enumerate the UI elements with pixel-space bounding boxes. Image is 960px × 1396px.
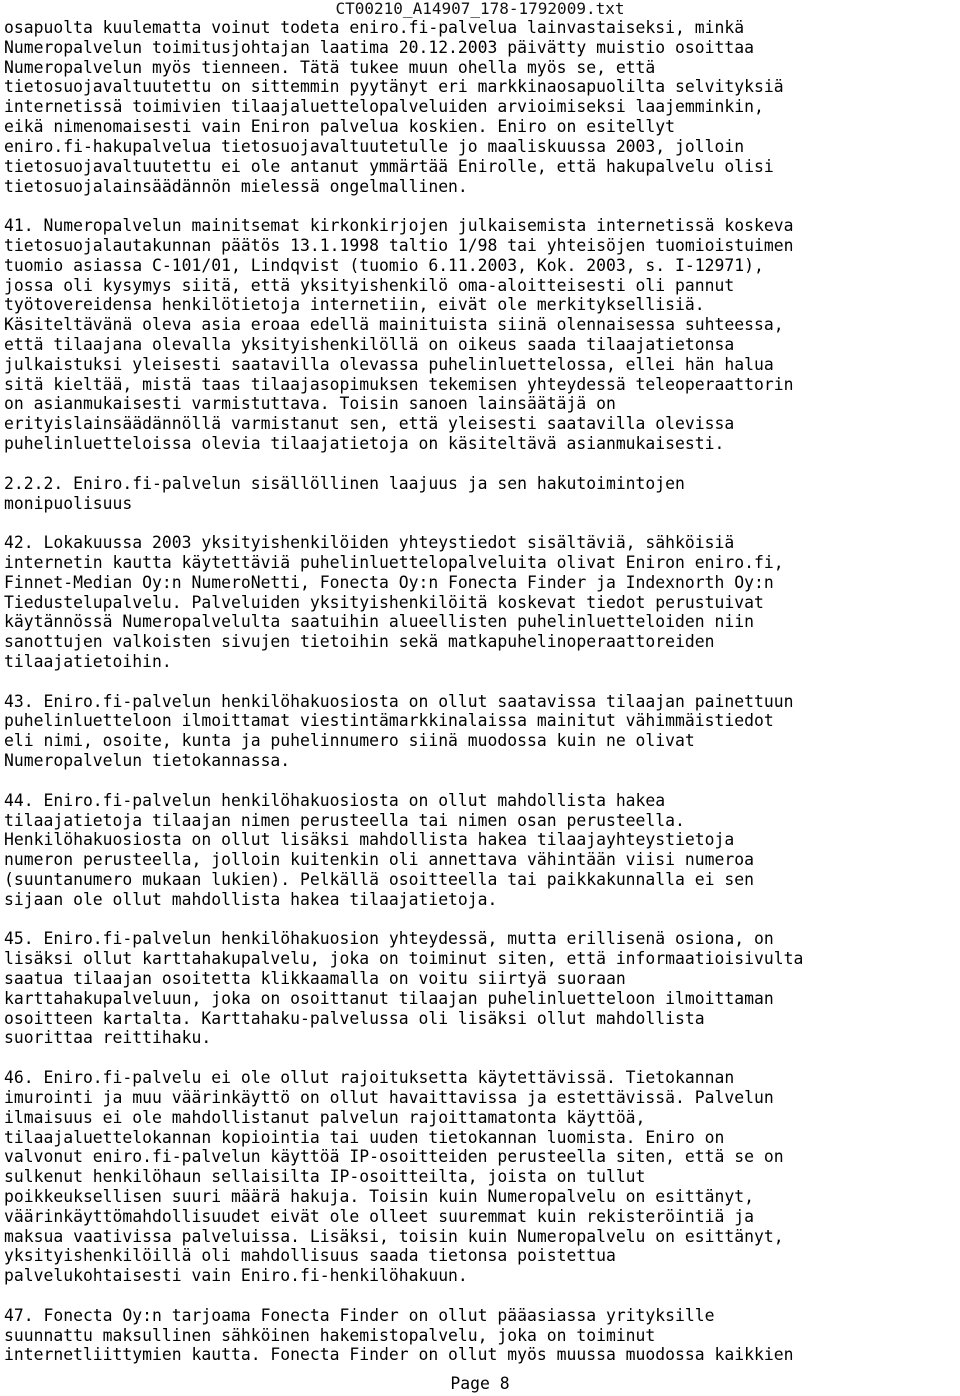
text-line: sitä kieltää, mistä taas tilaajasopimuksen tekemisen yhteydessä teleoperaattorin xyxy=(4,374,794,394)
text-line: tietosuojavaltuutettu on sittemmin pyytänyt eri markkinaosapuolilta selvityksiä xyxy=(4,77,784,97)
text-line: numeron perusteella, jolloin kuitenkin oli annettava vähintään viisi numeroa xyxy=(4,850,754,870)
text-line: 43. Eniro.fi-palvelun henkilöhakuosiosta on ollut saatavissa tilaajan painettuun xyxy=(4,691,794,711)
paragraph-46 xyxy=(4,1068,960,1286)
text-line: puhelinluetteloon ilmoittamat viestintämarkkinalaissa mainitut vähimmäistiedot xyxy=(4,711,774,731)
paragraph-41 xyxy=(4,216,960,454)
text-line: Tiedustelupalvelu. Palveluiden yksityishenkilöitä koskevat tiedot perustuivat xyxy=(4,592,764,612)
text-line: Henkilöhakuosiosta on ollut lisäksi mahdollista hakea tilaajayhteystietoja xyxy=(4,830,735,850)
text-line: Numeropalvelun toimitusjohtajan laatima 20.12.2003 päivätty muistio osoittaa xyxy=(4,37,754,57)
text-line: Finnet-Median Oy:n NumeroNetti, Fonecta Oy:n Fonecta Finder ja Indexnorth Oy:n xyxy=(4,572,774,592)
paragraph-47 xyxy=(4,1306,960,1365)
text-line: 42. Lokakuussa 2003 yksityishenkilöiden yhteystiedot sisältäviä, sähköisiä xyxy=(4,533,735,553)
paragraph-gap xyxy=(4,513,960,533)
text-line: työtovereidensa henkilötietoja internetiin, eivät ole merkityksellisiä. xyxy=(4,295,705,315)
text-line: on asianmukaisesti varmistuttava. Toisin sanoen lainsäätäjä on xyxy=(4,394,616,414)
text-line: eniro.fi-hakupalvelua tietosuojavaltuutetulle jo maaliskuussa 2003, jolloin xyxy=(4,136,745,156)
text-line: suorittaa reittihaku. xyxy=(4,1028,212,1048)
paragraph-42 xyxy=(4,533,960,672)
paragraph-45 xyxy=(4,929,960,1048)
text-line: eikä nimenomaisesti vain Eniron palvelua koskien. Eniro on esitellyt xyxy=(4,117,676,137)
paragraph-43 xyxy=(4,692,960,771)
text-line: tietosuojavaltuutettu ei ole antanut ymmärtää Enirolle, että hakupalvelu olisi xyxy=(4,156,774,176)
paragraph-44 xyxy=(4,791,960,910)
text-line: maksua vaativissa palveluissa. Lisäksi, toisin kuin Numeropalvelu on esittänyt, xyxy=(4,1226,784,1246)
paragraph-gap xyxy=(4,771,960,791)
text-line: valvonut eniro.fi-palvelun käyttöä IP-osoitteiden perusteella siten, että se on xyxy=(4,1147,784,1167)
text-line: Numeropalvelun myös tienneen. Tätä tukee muun ohella myös se, että xyxy=(4,57,656,77)
text-line: 45. Eniro.fi-palvelun henkilöhakuosion yhteydessä, mutta erillisenä osiona, on xyxy=(4,929,774,949)
paragraph-gap xyxy=(4,196,960,216)
text-line: sanottujen valkoisten sivujen tietoihin sekä matkapuhelinoperaattoreiden xyxy=(4,632,715,652)
text-line: tietosuojalautakunnan päätös 13.1.1998 taltio 1/98 tai yhteisöjen tuomioistuimen xyxy=(4,235,794,255)
text-line: sulkenut henkilöhaun sellaisilta IP-osoitteilta, joista on tullut xyxy=(4,1167,646,1187)
text-line: 47. Fonecta Oy:n tarjoama Fonecta Finder on ollut pääasiassa yrityksille xyxy=(4,1305,715,1325)
text-line: imurointi ja muu väärinkäyttö on ollut havaittavissa ja estettävissä. Palvelun xyxy=(4,1087,774,1107)
text-line: osapuolta kuulematta voinut todeta eniro.fi-palvelua lainvastaiseksi, minkä xyxy=(4,18,745,37)
document-body xyxy=(4,18,960,1365)
text-line: ilmaisuus ei ole mahdollistanut palvelun rajoittamatonta käyttöä, xyxy=(4,1107,646,1127)
text-line: (suuntanumero mukaan lukien). Pelkällä osoitteella tai paikkakunnalla ei sen xyxy=(4,869,754,889)
text-line: eli nimi, osoite, kunta ja puhelinnumero siinä muodossa kuin ne olivat xyxy=(4,731,695,751)
text-line: yksityishenkilöillä oli mahdollisuus saada tietonsa poistettua xyxy=(4,1246,616,1266)
text-line: tilaajatietoja tilaajan nimen perusteella tai nimen osan perusteella. xyxy=(4,810,685,830)
text-line: tietosuojalainsäädännön mielessä ongelmallinen. xyxy=(4,176,468,196)
text-line: Numeropalvelun tietokannassa. xyxy=(4,751,291,771)
text-line: käytännössä Numeropalvelulta saatuihin alueellisten puhelinluetteloiden niin xyxy=(4,612,754,632)
text-line: että tilaajana olevalla yksityishenkilöllä on oikeus saada tilaajatietonsa xyxy=(4,335,735,354)
text-line: saatua tilaajan osoitetta klikkaamalla on voitu siirtyä suoraan xyxy=(4,969,626,988)
text-line: puhelinluetteloissa olevia tilaajatietoja on käsiteltävä asianmukaisesti. xyxy=(4,434,725,454)
text-line: internetin kautta käytettäviä puhelinluettelopalveluita olivat Eniron eniro.fi, xyxy=(4,552,784,572)
text-line: 41. Numeropalvelun mainitsemat kirkonkirjojen julkaisemista internetissä koskeva xyxy=(4,216,794,236)
text-line: jossa oli kysymys siitä, että yksityishenkilö oma-aloitteisesti oli pannut xyxy=(4,275,735,295)
text-line: suunnattu maksullinen sähköinen hakemistopalvelu, joka on toiminut xyxy=(4,1325,656,1345)
text-line: tilaajaluettelokannan kopiointia tai uuden tietokannan luomista. Eniro on xyxy=(4,1127,725,1147)
text-line: lisäksi ollut karttahakupalvelu, joka on toiminut siten, että informaatioisivulta xyxy=(4,949,804,969)
text-line: tilaajatietoihin. xyxy=(4,652,172,671)
intro-paragraph xyxy=(4,18,960,196)
text-line: Käsiteltävänä oleva asia eroaa edellä mainituista siinä olennaisessa suhteessa, xyxy=(4,315,784,335)
text-line: erityislainsäädännöllä varmistanut sen, että yleisesti saatavilla olevissa xyxy=(4,414,735,434)
text-line: väärinkäyttömahdollisuudet eivät ole olleet suuremmat kuin rekisteröintiä ja xyxy=(4,1206,754,1226)
section-heading xyxy=(4,474,960,514)
page-number: Page 8 xyxy=(450,1374,510,1393)
text-line: tuomio asiassa C-101/01, Lindqvist (tuomio 6.11.2003, Kok. 2003, s. I-12971), xyxy=(4,255,764,275)
paragraph-gap xyxy=(4,1048,960,1068)
file-name-header: CT00210_A14907_178-1792009.txt xyxy=(335,0,625,18)
text-line: karttahakupalveluun, joka on osoittanut tilaajan puhelinluetteloon ilmoittaman xyxy=(4,988,774,1008)
text-line: poikkeuksellisen suuri määrä hakuja. Toisin kuin Numeropalvelu on esittänyt, xyxy=(4,1186,754,1206)
heading-line: monipuolisuus xyxy=(4,493,133,513)
text-line: internetissä toimivien tilaajaluettelopalveluiden arvioimiseksi laajemminkin, xyxy=(4,97,764,117)
text-line: palvelukohtaisesti vain Eniro.fi-henkilöhakuun. xyxy=(4,1266,468,1286)
paragraph-gap xyxy=(4,454,960,474)
text-line: internetliittymien kautta. Fonecta Finder on ollut myös muussa muodossa kaikkien xyxy=(4,1345,794,1365)
paragraph-gap xyxy=(4,1286,960,1306)
paragraph-gap xyxy=(4,672,960,692)
text-line: 46. Eniro.fi-palvelu ei ole ollut rajoituksetta käytettävissä. Tietokannan xyxy=(4,1068,735,1088)
text-line: osoitteen kartalta. Karttahaku-palvelussa oli lisäksi ollut mahdollista xyxy=(4,1008,705,1028)
heading-line: 2.2.2. Eniro.fi-palvelun sisällöllinen laajuus ja sen hakutoimintojen xyxy=(4,473,685,493)
text-line: sijaan ole ollut mahdollista hakea tilaajatietoja. xyxy=(4,889,498,909)
paragraph-gap xyxy=(4,910,960,930)
text-line: 44. Eniro.fi-palvelun henkilöhakuosiosta on ollut mahdollista hakea xyxy=(4,790,666,810)
text-line: julkaistuksi yleisesti saatavilla olevassa puhelinluettelossa, ellei hän halua xyxy=(4,354,774,374)
